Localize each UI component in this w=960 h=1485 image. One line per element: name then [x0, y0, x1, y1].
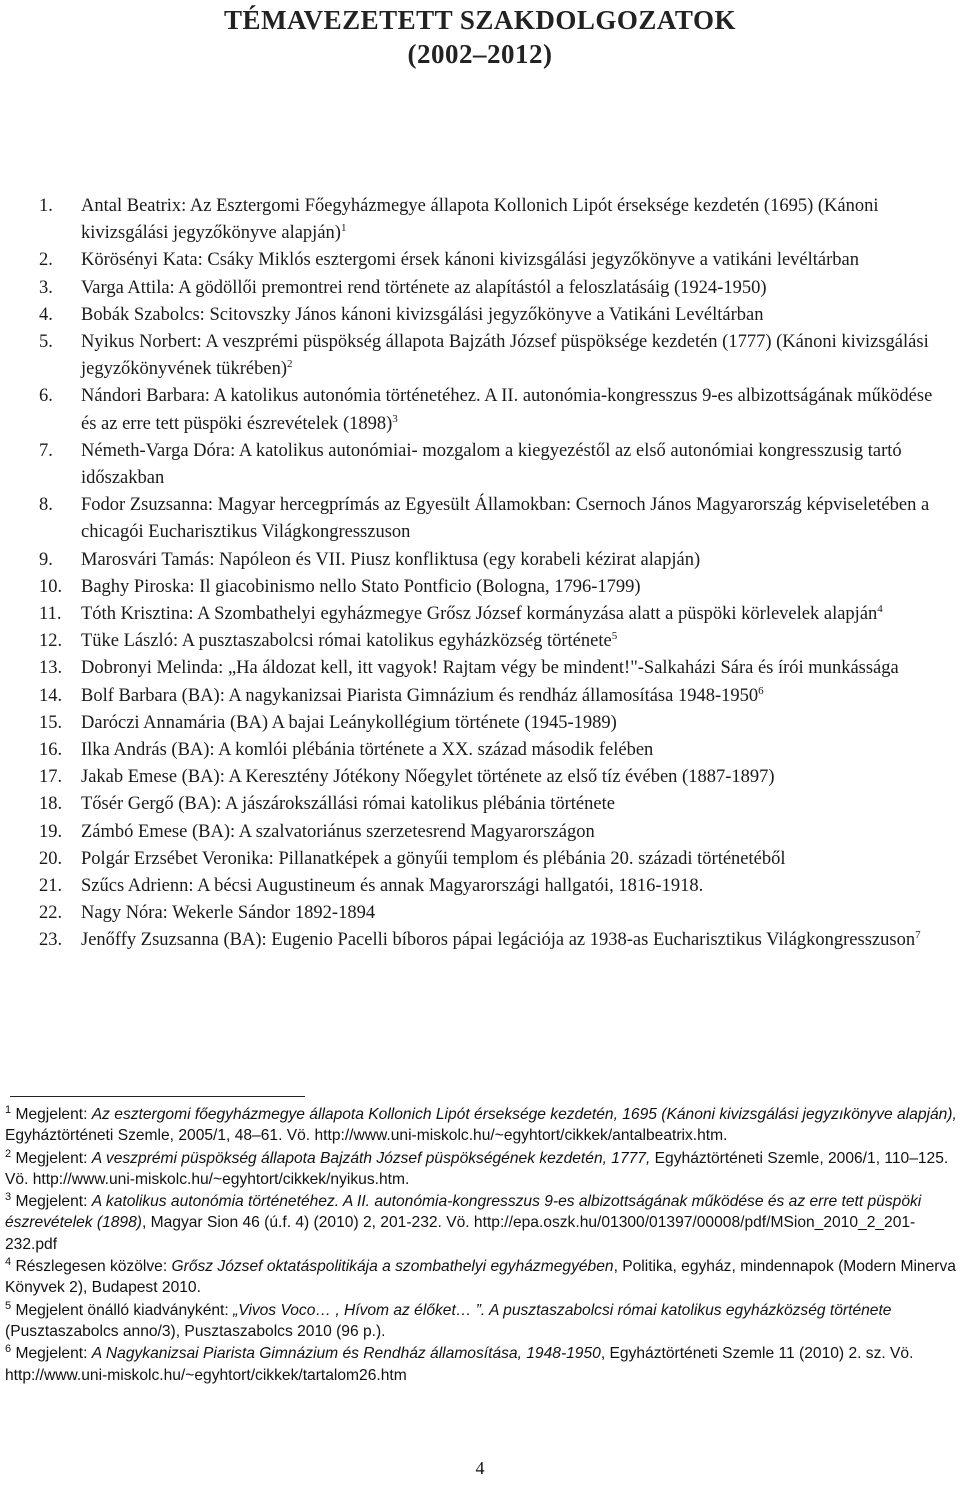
list-item-number: 17.	[39, 767, 63, 788]
footnote-number: 5	[5, 1299, 12, 1312]
footnote	[5, 1300, 960, 1343]
footnote-lead: Megjelent:	[15, 1345, 92, 1363]
list-item	[39, 193, 944, 247]
footnote-lead: Megjelent:	[15, 1193, 92, 1211]
list-item-number: 13.	[39, 658, 63, 679]
list-item	[39, 275, 944, 302]
list-item	[39, 329, 944, 383]
list-item-number: 12.	[39, 631, 63, 652]
footnote-title: A veszprémi püspökség állapota Bajzáth József püspökségének kezdetén, 1777,	[91, 1149, 651, 1167]
list-item	[39, 900, 944, 927]
list-item-number: 11.	[39, 604, 62, 625]
list-item-number: 8.	[39, 495, 53, 516]
list-item	[39, 492, 944, 546]
footnote-title: „Vivos Voco… , Hívom az élőket… ”. A pusztaszabolcsi római katolikus egyházközség története	[233, 1301, 892, 1319]
list-item-text: Ilka András (BA): A komlói plébánia története a XX. század második felében	[81, 740, 654, 761]
footnote-marker: 1	[340, 222, 347, 235]
footnote-citation: , Magyar Sion 46 (ú.f. 4) (2010) 2, 201-232. Vö. http://epa.oszk.hu/01300/01397/00008/pdf/MSion_2010_2_201-232.pdf	[5, 1214, 916, 1253]
footnote-number: 6	[5, 1343, 12, 1356]
list-item	[39, 764, 944, 791]
footnote-separator	[10, 1096, 305, 1097]
list-item	[39, 438, 944, 492]
list-item	[39, 601, 944, 628]
footnote-citation: Egyháztörténeti Szemle, 2005/1, 48–61. Vö. http://www.uni-miskolc.hu/~egyhtort/cikkek/antalbeatrix.htm.	[5, 1127, 728, 1145]
list-item-number: 21.	[39, 876, 63, 897]
list-item	[39, 574, 944, 601]
list-item-text: Fodor Zsuzsanna: Magyar hercegprímás az Egyesült Államokban: Csernoch János Magyarország képviseletében a chicagói Eucharisztikus Világkongresszuson	[81, 495, 930, 543]
list-item-number: 15.	[39, 712, 63, 733]
footnote-lead: Megjelent önálló kiadványként:	[15, 1301, 234, 1319]
footnotes	[5, 1104, 960, 1387]
footnote-lead: Megjelent:	[15, 1149, 92, 1167]
footnote-number: 1	[5, 1103, 12, 1116]
page-subtitle-years: (2002–2012)	[407, 39, 553, 69]
list-item	[39, 846, 944, 873]
footnote-marker: 2	[287, 358, 293, 371]
footnote-citation: Egyháztörténeti Szemle, 2006/1, 110–125. Vö. http://www.uni-miskolc.hu/~egyhtort/cikkek/nyikus.htm.	[5, 1149, 949, 1188]
list-item-text: Nyikus Norbert: A veszprémi püspökség állapota Bajzáth József püspöksége kezdetén (1777) (Kánoni kivizsgálási jegyzőkönyvének tükrében)	[81, 332, 929, 380]
list-item-text: Marosvári Tamás: Napóleon és VII. Piusz konfliktusa (egy korabeli kézirat alapján)	[81, 549, 701, 570]
list-item-number: 20.	[39, 848, 63, 869]
list-item-text: Szűcs Adrienn: A bécsi Augustineum és annak Magyarországi hallgatói, 1816-1918.	[81, 876, 704, 897]
list-item-text: Bobák Szabolcs: Scitovszky János kánoni kivizsgálási jegyzőkönyve a Vatikáni Levéltárban	[81, 304, 764, 325]
list-item-text: Körösényi Kata: Csáky Miklós esztergomi érsek kánoni kivizsgálási jegyzőkönyve a vatikáni levéltárban	[81, 250, 859, 271]
footnote	[5, 1148, 960, 1191]
list-item-text: Tóth Krisztina: A Szombathelyi egyházmegye Grősz József kormányzása alatt a püspöki körlevelek alapján	[81, 604, 878, 625]
list-item-text: Nándori Barbara: A katolikus autonómia történetéhez. A II. autonómia-kongresszus 9-es albizottságának működése és az erre tett püspöki észrevételek (1898)	[81, 386, 933, 434]
footnote	[5, 1343, 960, 1386]
footnote-title: A Nagykanizsai Piarista Gimnázium és Rendház államosítása, 1948-1950	[91, 1345, 601, 1363]
list-item-number: 5.	[39, 332, 53, 353]
list-item-text: Jenőffy Zsuzsanna (BA): Eugenio Pacelli bíboros pápai legációja az 1938-as Eucharisztikus Világkongresszuson	[81, 930, 916, 951]
list-item	[39, 873, 944, 900]
list-item	[39, 547, 944, 574]
list-item-number: 18.	[39, 794, 63, 815]
list-item-text: Németh-Varga Dóra: A katolikus autonómiai- mozgalom a kiegyezéstől az első autonómiai kongresszusig tartó időszakban	[81, 440, 902, 489]
list-item-number: 16.	[39, 740, 63, 761]
list-item	[39, 737, 944, 764]
footnote-title: Az esztergomi főegyházmegye állapota Kollonich Lipót érseksége kezdetén, 1695 (Kánoni kivizsgálási jegyzıkönyve alapján),	[91, 1106, 957, 1123]
list-item-text: Zámbó Emese (BA): A szalvatoriánus szerzetesrend Magyarországon	[81, 821, 595, 842]
list-item	[39, 247, 944, 274]
footnote	[5, 1256, 960, 1299]
list-item	[39, 791, 944, 818]
footnote-number: 2	[5, 1147, 12, 1160]
list-item	[39, 710, 944, 737]
list-item-number: 23.	[39, 930, 63, 951]
footnote-citation: (Pusztaszabolcs anno/3), Pusztaszabolcs 2010 (96 p.).	[5, 1322, 386, 1340]
footnote-number: 3	[5, 1191, 12, 1203]
list-item-text: Antal Beatrix: Az Esztergomi Főegyházmegye állapota Kollonich Lipót érseksége kezdetén (1695) (Kánoni kivizsgálási jegyzőkönyve alapján)	[81, 196, 879, 244]
list-item-number: 7.	[39, 440, 53, 461]
list-item-text: Tősér Gergő (BA): A jászárokszállási római katolikus plébánia története	[81, 794, 615, 815]
footnote-citation: , Politika, egyház, mindennapok (Modern Minerva Könyvek 2), Budapest 2010.	[5, 1258, 956, 1297]
list-item-number: 19.	[39, 821, 63, 842]
list-item-number: 6.	[39, 386, 53, 407]
list-item-number: 3.	[39, 277, 53, 298]
thesis-list	[39, 193, 944, 955]
list-item-text: Dobronyi Melinda: „Ha áldozat kell, itt vagyok! Rajtam végy be mindent!"-Salkaházi Sára és írói munkássága	[81, 658, 899, 679]
footnote-title: A katolikus autonómia történetéhez. A II. autonómia-kongresszus 9-es albizottságának működése és az erre tett püspöki észrevételek (1898)	[5, 1193, 922, 1232]
list-item-number: 10.	[39, 576, 63, 597]
footnote	[5, 1191, 960, 1255]
list-item	[39, 302, 944, 329]
list-item	[39, 927, 944, 954]
footnote-marker: 5	[611, 630, 618, 643]
list-item	[39, 655, 944, 682]
list-item-text: Jakab Emese (BA): A Keresztény Jótékony Nőegylet története az első tíz évében (1887-1897)	[81, 767, 775, 788]
list-item-text: Tüke László: A pusztaszabolcsi római katolikus egyházközség története	[81, 631, 612, 652]
list-item-number: 1.	[39, 196, 53, 216]
list-item-text: Varga Attila: A gödöllői premontrei rend története az alapítástól a feloszlatásáig (1924-1950)	[81, 277, 767, 298]
list-item-number: 9.	[39, 549, 53, 570]
list-item	[39, 683, 944, 710]
list-item-number: 14.	[39, 685, 63, 706]
page-title: TÉMAVEZETETT SZAKDOLGOZATOK	[224, 5, 736, 35]
list-item-number: 2.	[39, 250, 53, 271]
list-item-text: Nagy Nóra: Wekerle Sándor 1892-1894	[81, 903, 376, 924]
list-item-text: Baghy Piroska: Il giacobinismo nello Stato Pontficio (Bologna, 1796-1799)	[81, 576, 641, 597]
list-item-number: 4.	[39, 304, 53, 325]
footnote-marker: 3	[392, 412, 398, 425]
list-item-number: 22.	[39, 903, 63, 924]
footnote-lead: Részlegesen közölve:	[15, 1258, 172, 1276]
footnote-marker: 6	[758, 684, 764, 697]
list-item-text: Daróczi Annamária (BA) A bajai Leánykollégium története (1945-1989)	[81, 712, 617, 733]
list-item-text: Polgár Erzsébet Veronika: Pillanatképek a gönyűi templom és plébánia 20. századi történetéből	[81, 848, 786, 869]
list-item	[39, 383, 944, 437]
footnote-citation: , Egyháztörténeti Szemle 11 (2010) 2. sz. Vö. http://www.uni-miskolc.hu/~egyhtort/cikkek/tartalom26.htm	[5, 1345, 914, 1384]
footnote	[5, 1104, 960, 1147]
list-item-text: Bolf Barbara (BA): A nagykanizsai Piarista Gimnázium és rendház államosítása 1948-1950	[81, 685, 759, 706]
footnote-lead: Megjelent:	[15, 1106, 92, 1123]
footnote-marker: 7	[915, 929, 921, 942]
footnote-number: 4	[5, 1255, 12, 1268]
page-number: 4	[475, 1458, 485, 1478]
footnote-title: Grősz József oktatáspolitikája a szombathelyi egyházmegyében	[171, 1258, 614, 1276]
list-item	[39, 819, 944, 846]
footnote-marker: 4	[877, 602, 883, 615]
list-item	[39, 628, 944, 655]
